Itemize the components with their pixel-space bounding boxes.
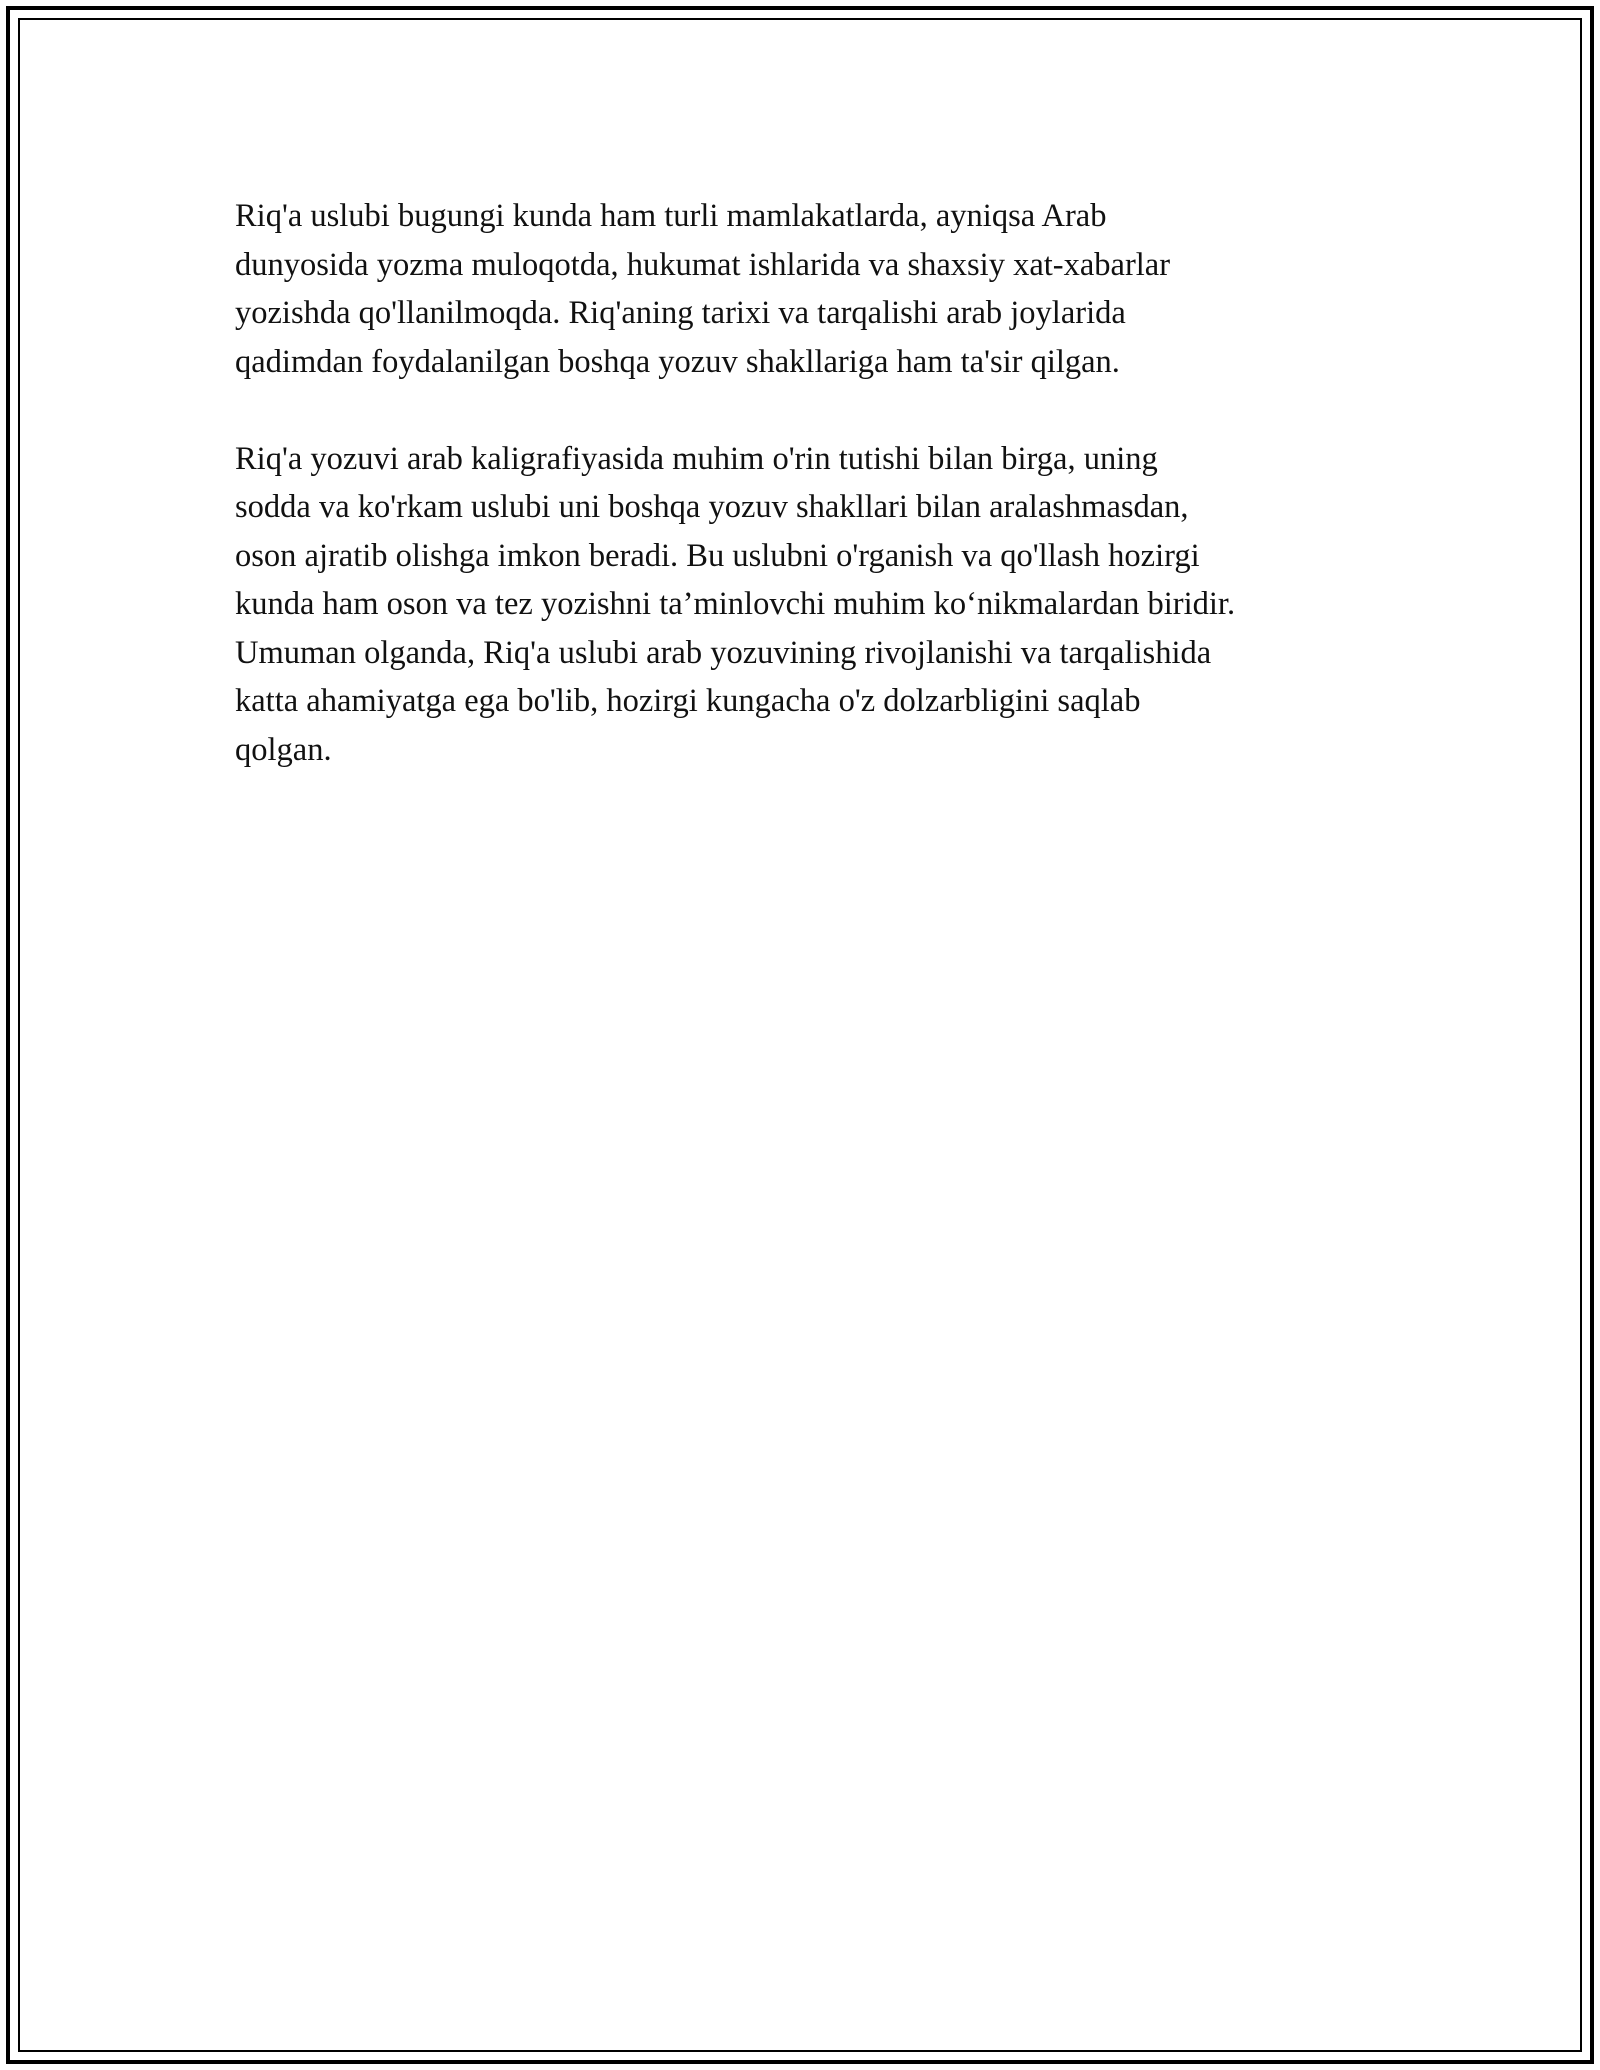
text-line: qolgan. xyxy=(235,731,332,768)
text-line: oson ajratib olishga imkon beradi. Bu uslubni o'rganish va qo'llash hozirgi xyxy=(235,537,1200,574)
text-line: Umuman olganda, Riq'a uslubi arab yozuvining rivojlanishi va tarqalishida xyxy=(235,634,1212,671)
text-line: kunda ham oson va tez yozishni ta’minlovchi muhim ko‘nikmalardan biridir. xyxy=(235,586,1236,622)
text-line: yozishda qo'llanilmoqda. Riq'aning tarixi va tarqalishi arab joylarida xyxy=(235,295,1126,331)
text-line: katta ahamiyatga ega bo'lib, hozirgi kungacha o'z dolzarbligini saqlab xyxy=(235,683,1141,719)
paragraph-2 xyxy=(235,435,1395,775)
text-line: qadimdan foydalanilgan boshqa yozuv shakllariga ham ta'sir qilgan. xyxy=(235,343,1120,380)
document-body xyxy=(235,192,1395,823)
text-line: Riq'a yozuvi arab kaligrafiyasida muhim o'rin tutishi bilan birga, uning xyxy=(235,440,1158,477)
text-line: sodda va ko'rkam uslubi uni boshqa yozuv shakllari bilan aralashmasdan, xyxy=(235,489,1189,525)
text-line: Riq'a uslubi bugungi kunda ham turli mamlakatlarda, ayniqsa Arab xyxy=(235,198,1107,234)
paragraph-1 xyxy=(235,192,1395,386)
text-line: dunyosida yozma muloqotda, hukumat ishlarida va shaxsiy xat-xabarlar xyxy=(235,246,1171,283)
